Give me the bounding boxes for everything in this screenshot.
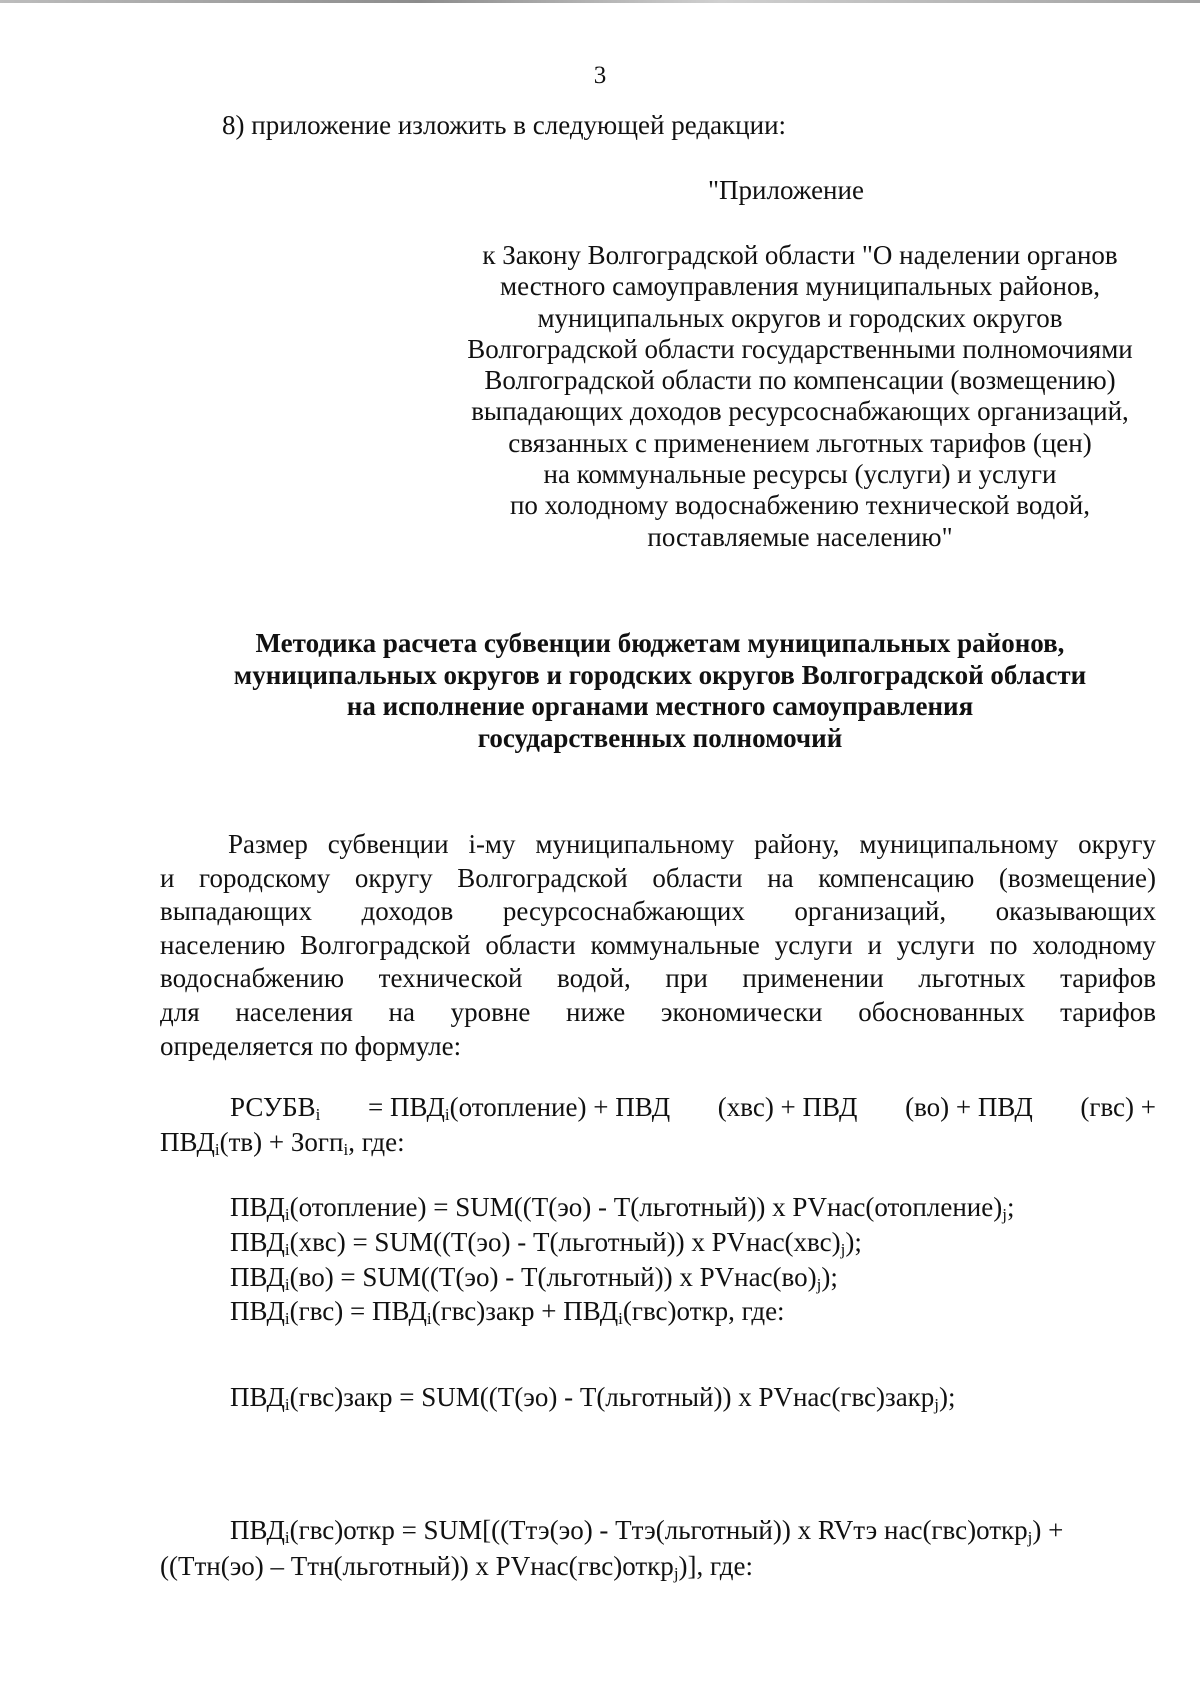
paragraph-word: услуги [774,929,853,960]
appendix-reference [430,240,1170,553]
paragraph-word: населению [160,929,286,960]
paragraph-word: холодному [1032,929,1156,960]
appendix-line: местного самоуправления муниципальных районов, [500,271,1100,302]
formula-term: $РСУБВ_i$ [230,1092,321,1124]
paragraph-word: услуги [896,929,975,960]
formula-line: ((Ттн(эо) – Ттн(льготный)) х PVнас(гвс)откр$_j$)], где: [160,1551,753,1583]
formula-line: $ПВД_i(тв)$ + Зогп$_i$, где: [160,1127,405,1159]
paragraph-word: муниципальному [535,829,735,859]
paragraph-word: доходов [361,896,454,927]
subsidy-paragraph [160,828,1156,1063]
formula-heating: $ПВД_i(отопление) = SUM((Т(эо)$ - Т(льготный)) х $PVнас(отопление)_j$; [230,1192,1015,1224]
appendix-line: на коммунальные ресурсы (услуги) и услуги [543,459,1057,490]
paragraph-word: по [989,929,1018,960]
appendix-line: поставляемые населению" [647,521,953,552]
paragraph-word: субвенции [327,829,449,859]
appendix-line: выпадающих доходов ресурсоснабжающих организаций, [471,396,1129,427]
formula-wastewater: $ПВД_i(во) = SUM((Т(эо)$ - Т(льготный)) х $PVнас(во)_j$); [230,1262,838,1294]
paragraph-line [160,962,1156,996]
formula-hot-water: $ПВД_i(гвс)$ = $ПВД_i(гвс)закр$ + $ПВД_i(гвс)откр$, где: [230,1296,785,1328]
formula-term: = $ПВД_i(отопление)$ + ПВД [368,1092,671,1124]
appendix-line: Волгоградской области государственными полномочиями [467,333,1133,364]
formula-hot-water-closed: $ПВД_i(гвс)закр = SUM((Т(эо)$ - Т(льготный)) х PVнас(гвс)закр$_j$); [230,1382,956,1414]
methodology-title-line: муниципальных округов и городских округов Волгоградской области [233,659,1087,690]
paragraph-word: компенсацию [818,862,975,893]
paragraph-word: области [652,862,743,893]
paragraph-line [160,929,1156,963]
paragraph-word: (возмещение) [998,862,1156,893]
paragraph-line [160,895,1156,929]
paragraph-word: технической [378,963,523,994]
paragraph-word: на [767,862,794,893]
paragraph-line [160,828,1156,862]
formula-cold-water: $ПВД_i(хвс) = SUM((Т(эо)$ - Т(льготный)) х $PVнас(хвс)_j$); [230,1227,862,1259]
methodology-title-line: Методика расчета субвенции бюджетам муниципальных районов, [255,628,1065,658]
paragraph-word: оказывающих [995,896,1156,927]
appendix-title: "Приложение [708,175,864,205]
paragraph-word: водоснабжению [160,963,345,994]
formula-term: (во) + ПВД [905,1092,1033,1122]
paragraph-line: определяется по формуле: [160,1030,462,1061]
paragraph-word: обоснованных [858,996,1025,1027]
formula-hot-water-open [160,1512,1156,1584]
paragraph-word: Размер [228,829,308,859]
paragraph-word: области [485,929,576,960]
amendment-intro: 8) приложение изложить в следующей редакции: [222,110,787,140]
formula-term: (хвс) + ПВД [717,1092,858,1122]
paragraph-word: для [160,996,200,1027]
paragraph-word: водой, [557,963,631,994]
paragraph-word: району, [754,829,840,859]
page-number: 3 [593,62,607,89]
paragraph-word: округу [354,862,433,893]
appendix-line: связанных с применением льготных тарифов (цен) [508,427,1092,458]
paragraph-word: организаций, [794,896,947,927]
paragraph-word: выпадающих [160,896,312,927]
formula-line [160,1090,1156,1125]
formula-line [160,1512,1156,1548]
paragraph-word: округу [1078,829,1156,859]
paragraph-word: льготных [918,963,1026,994]
paragraph-word: муниципальному [859,829,1059,859]
paragraph-word: тарифов [1060,996,1156,1027]
formula-term: (гвс) + [1080,1092,1156,1122]
paragraph-word: уровне [450,996,531,1027]
paragraph-word: Волгоградской [300,929,471,960]
paragraph-word: экономически [660,996,823,1027]
appendix-line: по холодному водоснабжению технической водой, [509,490,1090,521]
paragraph-word: тарифов [1060,963,1156,994]
paragraph-word: городскому [199,862,331,893]
paragraph-line [160,862,1156,896]
paragraph-word: при [665,963,708,994]
paragraph-word: ниже [566,996,626,1027]
paragraph-word: и [160,862,175,893]
methodology-title-line: на исполнение органами местного самоуправления [346,691,974,721]
paragraph-word: на [388,996,415,1027]
paragraph-word: Волгоградской [457,862,628,893]
paragraph-word: применении [742,963,884,994]
appendix-line: Волгоградской области по компенсации (возмещению) [484,365,1116,396]
methodology-title [150,628,1170,754]
appendix-line: муниципальных округов и городских округов [537,302,1063,333]
paragraph-word: и [867,929,882,960]
paragraph-word: i-му [468,829,516,859]
paragraph-word: ресурсоснабжающих [502,896,745,927]
formula-term: $ПВД_i(гвс)откр = SUM[((Ттэ(эо)$ - Ттэ(льготный)) х RVтэ нас(гвс)откр$_j$) + [230,1515,1064,1547]
paragraph-word: населения [235,996,353,1027]
methodology-title-line: государственных полномочий [477,722,843,753]
paragraph-word: коммунальные [590,929,760,960]
appendix-line: к Закону Волгоградской области "О наделении органов [482,240,1118,270]
formula-rsubv [160,1090,1156,1160]
formula-group-pvd [230,1190,1014,1295]
paragraph-line [160,996,1156,1030]
